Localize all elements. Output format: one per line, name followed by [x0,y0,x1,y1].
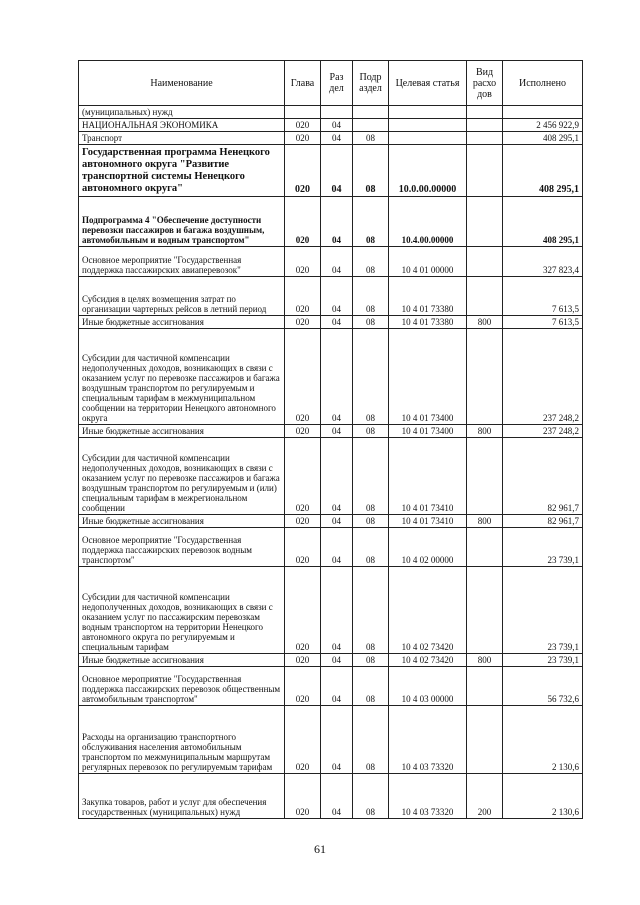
cell-razdel: 04 [321,316,353,329]
cell-value [503,106,583,119]
cell-article [389,132,467,145]
cell-podrazdel: 08 [353,316,389,329]
cell-vid [467,145,503,197]
cell-glava: 020 [285,197,321,247]
cell-name: Иные бюджетные ассигнования [79,316,285,329]
table-row [79,528,583,567]
cell-razdel: 04 [321,515,353,528]
cell-glava [285,106,321,119]
cell-razdel: 04 [321,774,353,819]
cell-glava: 020 [285,515,321,528]
cell-vid [467,247,503,277]
header-executed: Исполнено [503,61,583,106]
cell-podrazdel: 08 [353,438,389,515]
cell-razdel: 04 [321,145,353,197]
table-row [79,197,583,247]
cell-value: 56 732,6 [503,667,583,706]
cell-podrazdel: 08 [353,132,389,145]
cell-podrazdel: 08 [353,567,389,654]
table-row [79,247,583,277]
cell-value: 23 739,1 [503,528,583,567]
cell-razdel: 04 [321,528,353,567]
cell-value: 408 295,1 [503,197,583,247]
table-row [79,106,583,119]
cell-article: 10 4 01 73400 [389,425,467,438]
cell-vid [467,528,503,567]
cell-razdel: 04 [321,197,353,247]
cell-name: Транспорт [79,132,285,145]
table-row [79,119,583,132]
cell-name: Закупка товаров, работ и услуг для обеспечения государственных (муниципальных) нужд [79,774,285,819]
cell-value: 327 823,4 [503,247,583,277]
table-row [79,654,583,667]
cell-glava: 020 [285,438,321,515]
cell-razdel: 04 [321,132,353,145]
page-number: 61 [314,842,326,856]
cell-glava: 020 [285,425,321,438]
cell-article: 10 4 02 73420 [389,654,467,667]
cell-name: Субсидии для частичной компенсации недополученных доходов, возникающих в связи с оказанием услуг по пассажирским перевозкам водным транспортом на территории Ненецкого автономного округа по регулируемым и специальным тарифам [79,567,285,654]
cell-razdel: 04 [321,667,353,706]
cell-razdel: 04 [321,247,353,277]
table-row [79,425,583,438]
table-header-row [79,61,583,106]
cell-value: 23 739,1 [503,567,583,654]
cell-article: 10 4 01 00000 [389,247,467,277]
cell-vid [467,119,503,132]
cell-razdel: 04 [321,706,353,774]
cell-podrazdel: 08 [353,706,389,774]
header-article: Целевая статья [389,61,467,106]
cell-article: 10 4 01 73410 [389,438,467,515]
header-razdel: Раз дел [321,61,353,106]
header-podrazdel: Подр аздел [353,61,389,106]
cell-glava: 020 [285,316,321,329]
cell-value: 7 613,5 [503,316,583,329]
cell-name: Иные бюджетные ассигнования [79,425,285,438]
cell-podrazdel [353,119,389,132]
cell-glava: 020 [285,329,321,425]
cell-name: НАЦИОНАЛЬНАЯ ЭКОНОМИКА [79,119,285,132]
cell-razdel: 04 [321,329,353,425]
cell-article [389,106,467,119]
cell-value: 237 248,2 [503,329,583,425]
cell-article: 10 4 03 73320 [389,774,467,819]
cell-name: Субсидии для частичной компенсации недополученных доходов, возникающих в связи с оказанием услуг по перевозке пассажиров и багажа воздушным транспортом по регулируемым и (или) специальным тарифам в межрегиональном сообщении [79,438,285,515]
cell-razdel: 04 [321,654,353,667]
cell-value: 82 961,7 [503,515,583,528]
cell-name: Государственная программа Ненецкого автономного округа "Развитие транспортной системы Ненецкого автономного округа" [79,145,285,197]
cell-glava: 020 [285,145,321,197]
cell-article: 10 4 01 73380 [389,316,467,329]
table-row [79,329,583,425]
cell-vid [467,106,503,119]
cell-podrazdel: 08 [353,329,389,425]
cell-article: 10 4 01 73400 [389,329,467,425]
cell-name: Подпрограмма 4 "Обеспечение доступности перевозки пассажиров и багажа воздушным, автомобильным и водным транспортом" [79,197,285,247]
cell-value: 23 739,1 [503,654,583,667]
cell-vid [467,277,503,316]
cell-glava: 020 [285,119,321,132]
cell-article [389,119,467,132]
table-row [79,145,583,197]
budget-table-container [78,60,582,819]
cell-vid [467,567,503,654]
cell-glava: 020 [285,654,321,667]
cell-name: Расходы на организацию транспортного обслуживания населения автомобильным транспортом по межмуниципальным маршрутам регулярных перевозок по регулируемым тарифам [79,706,285,774]
cell-podrazdel: 08 [353,667,389,706]
cell-value: 2 456 922,9 [503,119,583,132]
cell-vid [467,706,503,774]
cell-glava: 020 [285,277,321,316]
cell-podrazdel: 08 [353,425,389,438]
cell-article: 10.0.00.00000 [389,145,467,197]
cell-article: 10 4 02 73420 [389,567,467,654]
cell-value: 237 248,2 [503,425,583,438]
cell-razdel [321,106,353,119]
cell-article: 10 4 01 73410 [389,515,467,528]
cell-value: 2 130,6 [503,706,583,774]
cell-razdel: 04 [321,425,353,438]
cell-vid: 800 [467,316,503,329]
header-name: Наименование [79,61,285,106]
cell-name: Субсидия в целях возмещения затрат по организации чартерных рейсов в летний период [79,277,285,316]
cell-glava: 020 [285,706,321,774]
cell-name: Иные бюджетные ассигнования [79,515,285,528]
cell-article: 10 4 03 73320 [389,706,467,774]
cell-value: 82 961,7 [503,438,583,515]
cell-vid: 800 [467,425,503,438]
table-row [79,515,583,528]
cell-glava: 020 [285,774,321,819]
cell-name: Основное мероприятие "Государственная поддержка пассажирских перевозок водным транспортом" [79,528,285,567]
cell-razdel: 04 [321,119,353,132]
cell-vid [467,438,503,515]
cell-name: (муниципальных) нужд [79,106,285,119]
cell-podrazdel: 08 [353,197,389,247]
header-glava: Глава [285,61,321,106]
cell-article: 10 4 02 00000 [389,528,467,567]
table-row [79,316,583,329]
budget-table [78,60,583,819]
cell-vid [467,667,503,706]
cell-value: 2 130,6 [503,774,583,819]
cell-vid: 200 [467,774,503,819]
table-row [79,277,583,316]
cell-value: 408 295,1 [503,145,583,197]
cell-podrazdel: 08 [353,515,389,528]
cell-podrazdel: 08 [353,654,389,667]
table-row [79,438,583,515]
cell-razdel: 04 [321,277,353,316]
cell-glava: 020 [285,667,321,706]
cell-razdel: 04 [321,567,353,654]
cell-glava: 020 [285,528,321,567]
cell-podrazdel [353,106,389,119]
cell-name: Иные бюджетные ассигнования [79,654,285,667]
cell-article: 10 4 01 73380 [389,277,467,316]
cell-glava: 020 [285,132,321,145]
cell-glava: 020 [285,567,321,654]
cell-vid [467,329,503,425]
table-row [79,667,583,706]
cell-podrazdel: 08 [353,247,389,277]
cell-article: 10.4.00.00000 [389,197,467,247]
header-vid: Вид расхо дов [467,61,503,106]
cell-podrazdel: 08 [353,277,389,316]
table-row [79,774,583,819]
cell-podrazdel: 08 [353,145,389,197]
cell-article: 10 4 03 00000 [389,667,467,706]
cell-name: Основное мероприятие "Государственная поддержка пассажирских перевозок общественным автомобильным транспортом" [79,667,285,706]
cell-vid: 800 [467,515,503,528]
cell-podrazdel: 08 [353,774,389,819]
cell-name: Основное мероприятие "Государственная поддержка пассажирских авиаперевозок" [79,247,285,277]
cell-value: 408 295,1 [503,132,583,145]
table-row [79,706,583,774]
cell-podrazdel: 08 [353,528,389,567]
cell-razdel: 04 [321,438,353,515]
cell-vid [467,132,503,145]
cell-name: Субсидии для частичной компенсации недополученных доходов, возникающих в связи с оказанием услуг по перевозке пассажиров и багажа воздушным транспортом по регулируемым и специальным тарифам в межмуниципальном сообщении на территории Ненецкого автономного округа [79,329,285,425]
cell-value: 7 613,5 [503,277,583,316]
table-row [79,567,583,654]
cell-vid: 800 [467,654,503,667]
cell-glava: 020 [285,247,321,277]
table-row [79,132,583,145]
cell-vid [467,197,503,247]
